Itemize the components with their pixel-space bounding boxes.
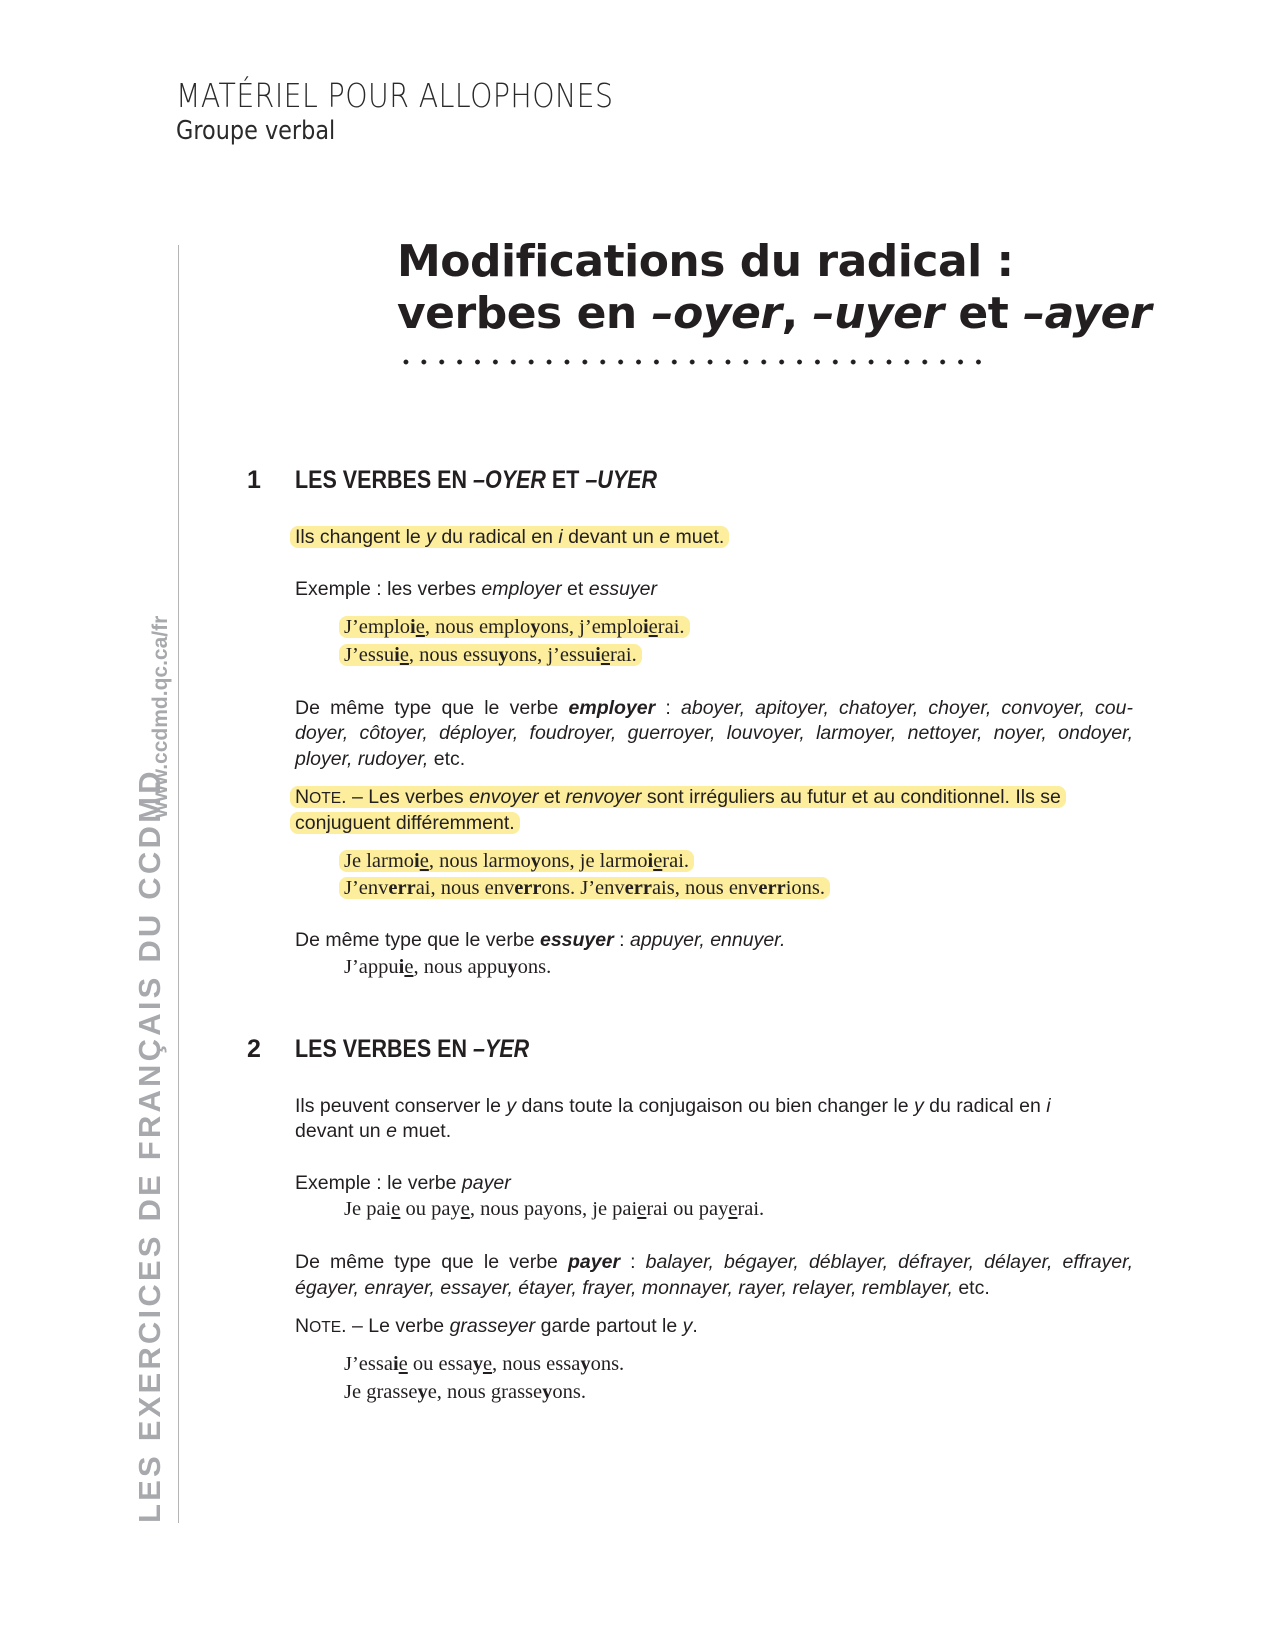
text-run: rai ou pay bbox=[646, 1198, 729, 1220]
text-run: De même type que le verbe bbox=[295, 929, 540, 951]
text-run: : bbox=[613, 929, 630, 951]
text-run: y bbox=[507, 956, 518, 978]
text-run: rai. bbox=[657, 616, 685, 638]
text-run: y bbox=[498, 644, 509, 666]
example-line bbox=[344, 875, 830, 901]
text-run: –YER bbox=[473, 1035, 530, 1063]
text-run: err bbox=[624, 877, 652, 899]
text-run: N bbox=[295, 786, 310, 808]
text-run: muet. bbox=[670, 526, 725, 548]
text-run: , nous appu bbox=[413, 956, 508, 978]
text-run: appuyer, ennuyer. bbox=[629, 929, 786, 951]
text-run: etc. bbox=[952, 1277, 990, 1299]
text-run: err bbox=[388, 877, 416, 899]
text-run: –UYER bbox=[585, 466, 658, 494]
text-run: garde partout le bbox=[535, 1315, 683, 1337]
text-run: J’emplo bbox=[344, 616, 411, 638]
text-run: du radical en bbox=[923, 1095, 1047, 1117]
example-line bbox=[344, 1196, 764, 1222]
text-run: OTE bbox=[309, 1319, 342, 1336]
paragraph-line bbox=[295, 1093, 1051, 1119]
text-run: . – Les verbes bbox=[341, 786, 470, 808]
text-run: renvoyer bbox=[565, 786, 642, 808]
text-run: e bbox=[653, 850, 663, 872]
page-title-line1 bbox=[397, 236, 1014, 287]
text-run: i bbox=[1046, 1095, 1051, 1117]
text-run: N bbox=[295, 1315, 310, 1337]
section-heading bbox=[295, 466, 657, 495]
text-run: i bbox=[595, 644, 601, 666]
text-run: y bbox=[426, 526, 436, 548]
text-run: i bbox=[647, 850, 654, 872]
text-run: e bbox=[404, 956, 414, 978]
highlight bbox=[339, 616, 690, 638]
text-run: égayer, enrayer, essayer, étayer, frayer, monnayer, rayer, relayer, remblayer, bbox=[295, 1277, 953, 1299]
text-run: Ils peuvent conserver le bbox=[295, 1095, 507, 1117]
text-run: etc. bbox=[428, 748, 466, 770]
text-run: –ayer bbox=[1023, 288, 1152, 339]
text-run: –uyer bbox=[812, 288, 944, 339]
text-run: verbes en bbox=[397, 288, 652, 339]
highlight bbox=[339, 877, 830, 899]
text-run: ET bbox=[545, 466, 586, 494]
text-run: e bbox=[648, 616, 658, 638]
text-run: conjuguent différemment. bbox=[295, 812, 515, 834]
text-run: , nous essa bbox=[492, 1353, 581, 1375]
text-run: LES VERBES EN bbox=[295, 1035, 474, 1063]
example-intro bbox=[295, 576, 657, 602]
text-run: y bbox=[542, 1381, 553, 1403]
example-line bbox=[344, 848, 694, 874]
paragraph-line bbox=[295, 695, 1133, 721]
text-run: err bbox=[514, 877, 542, 899]
text-run: LES VERBES EN bbox=[295, 466, 474, 494]
section-number: 1 bbox=[247, 466, 261, 494]
paragraph-line bbox=[295, 1249, 1133, 1275]
text-run: balayer, bégayer, déblayer, défrayer, délayer, effrayer, bbox=[645, 1251, 1133, 1273]
example-line bbox=[344, 642, 642, 668]
text-run: i bbox=[394, 644, 400, 666]
collection-name: LES EXERCICES DE FRANÇAIS DU CCDMD bbox=[132, 768, 167, 1523]
text-run: e, nous grasse bbox=[427, 1381, 543, 1403]
text-run: du radical en bbox=[435, 526, 559, 548]
text-run: e bbox=[659, 526, 671, 548]
text-run: y bbox=[530, 616, 541, 638]
text-run: devant un bbox=[295, 1120, 387, 1142]
text-run: J’env bbox=[344, 877, 389, 899]
text-run: essuyer bbox=[539, 929, 614, 951]
text-run: e bbox=[386, 1120, 397, 1142]
paragraph-line bbox=[295, 746, 465, 772]
text-run: J’essa bbox=[344, 1353, 393, 1375]
text-run: y bbox=[530, 850, 542, 872]
text-run: Ils changent le bbox=[295, 526, 427, 548]
website-url: www.ccdmd.qc.ca/fr bbox=[149, 615, 172, 818]
text-run: e bbox=[637, 1198, 647, 1220]
text-run: ons. J’env bbox=[541, 877, 625, 899]
text-run: sont irréguliers au futur et au conditionnel. Ils se bbox=[641, 786, 1061, 808]
text-run: ou essa bbox=[407, 1353, 473, 1375]
paragraph-line bbox=[295, 1275, 990, 1301]
page-title-line2 bbox=[397, 288, 1152, 339]
text-run: : bbox=[655, 697, 682, 719]
example-intro bbox=[295, 1170, 511, 1196]
highlight bbox=[290, 526, 729, 548]
margin-divider bbox=[178, 245, 179, 1523]
text-run: i bbox=[392, 1353, 399, 1375]
text-run: Je larmo bbox=[344, 850, 415, 872]
text-run: ou pay bbox=[400, 1198, 461, 1220]
text-run: i bbox=[414, 850, 420, 872]
text-run: et bbox=[561, 578, 589, 600]
text-run: e bbox=[728, 1198, 738, 1220]
text-run: De même type que le verbe bbox=[295, 697, 569, 719]
text-run: e bbox=[600, 644, 610, 666]
text-run: doyer, côtoyer, déployer, foudroyer, guerroyer, louvoyer, larmoyer, nettoyer, noyer, ondoyer, bbox=[295, 722, 1133, 744]
text-run: i bbox=[410, 616, 416, 638]
text-run: ais, nous env bbox=[651, 877, 759, 899]
series-title: MATÉRIEL POUR ALLOPHONES bbox=[176, 76, 614, 115]
text-run: e bbox=[398, 1353, 408, 1375]
text-run: y bbox=[682, 1315, 693, 1337]
text-run: e bbox=[482, 1353, 493, 1375]
section-heading bbox=[295, 1035, 529, 1064]
note-line bbox=[295, 1313, 698, 1341]
text-run: ons, j’emplo bbox=[540, 616, 643, 638]
text-run: –oyer bbox=[651, 288, 782, 339]
text-run: ons. bbox=[590, 1353, 625, 1375]
text-run: Modifications du radical : bbox=[397, 236, 1014, 287]
rule-text bbox=[295, 524, 729, 550]
text-run: . – Le verbe bbox=[341, 1315, 450, 1337]
text-run: envoyer bbox=[469, 786, 539, 808]
text-run: dans toute la conjugaison ou bien changer le bbox=[516, 1095, 914, 1117]
text-run: devant un bbox=[562, 526, 660, 548]
text-run: payer bbox=[568, 1251, 621, 1273]
text-run: e bbox=[419, 850, 429, 872]
text-run: y bbox=[913, 1095, 924, 1117]
text-run: ons, j’essu bbox=[508, 644, 596, 666]
note-line bbox=[295, 784, 1066, 812]
text-run: , nous emplo bbox=[424, 616, 531, 638]
text-run: rai. bbox=[737, 1198, 765, 1220]
text-run: Je grasse bbox=[344, 1381, 418, 1403]
highlight bbox=[290, 786, 1066, 808]
text-run: , nous larmo bbox=[428, 850, 531, 872]
text-run: err bbox=[758, 877, 786, 899]
text-run: : bbox=[620, 1251, 646, 1273]
text-run: Exemple : les verbes bbox=[295, 578, 482, 600]
text-run: i bbox=[642, 616, 649, 638]
text-run: ions. bbox=[785, 877, 826, 899]
text-run: y bbox=[417, 1381, 428, 1403]
text-run: grasseyer bbox=[449, 1315, 536, 1337]
text-run: J’appu bbox=[344, 956, 399, 978]
note-line bbox=[295, 810, 520, 836]
text-run: Exemple : le verbe bbox=[295, 1172, 462, 1194]
text-run: e bbox=[415, 616, 425, 638]
text-run: De même type que le verbe bbox=[295, 1251, 568, 1273]
text-run: rai. bbox=[609, 644, 637, 666]
text-run: OTE bbox=[309, 790, 342, 807]
text-run: ai, nous env bbox=[415, 877, 515, 899]
text-run: e bbox=[460, 1198, 470, 1220]
highlight bbox=[339, 644, 642, 666]
text-run: ons. bbox=[517, 956, 552, 978]
text-run: aboyer, apitoyer, chatoyer, choyer, convoyer, cou- bbox=[681, 697, 1133, 719]
highlight bbox=[339, 850, 694, 872]
text-run: Je pai bbox=[344, 1198, 392, 1220]
text-run: , nous payons, je pai bbox=[469, 1198, 638, 1220]
text-run: –OYER bbox=[473, 466, 546, 494]
text-run: i bbox=[558, 526, 563, 548]
text-run: payer bbox=[461, 1172, 511, 1194]
text-run: e bbox=[391, 1198, 401, 1220]
example-line bbox=[344, 1379, 586, 1405]
series-subtitle: Groupe verbal bbox=[176, 116, 336, 146]
text-run: e bbox=[399, 644, 409, 666]
text-run: rai. bbox=[662, 850, 690, 872]
text-run: ons, je larmo bbox=[541, 850, 648, 872]
text-run: , bbox=[781, 288, 813, 339]
text-run: y bbox=[580, 1353, 591, 1375]
text-run: essuyer bbox=[588, 578, 658, 600]
text-run: y bbox=[506, 1095, 517, 1117]
text-run: , nous essu bbox=[408, 644, 499, 666]
text-run: et bbox=[943, 288, 1024, 339]
paragraph-line bbox=[295, 927, 785, 953]
paragraph-line bbox=[295, 1118, 451, 1144]
text-run: employer bbox=[568, 697, 656, 719]
section-number: 2 bbox=[247, 1035, 261, 1063]
text-run: . bbox=[692, 1315, 698, 1337]
text-run: employer bbox=[481, 578, 562, 600]
text-run: i bbox=[398, 956, 405, 978]
example-line bbox=[344, 1351, 624, 1377]
text-run: y bbox=[472, 1353, 483, 1375]
paragraph-line bbox=[295, 720, 1133, 746]
example-line bbox=[344, 954, 551, 980]
text-run: muet. bbox=[396, 1120, 452, 1142]
highlight bbox=[290, 812, 520, 834]
example-line bbox=[344, 614, 690, 640]
text-run: J’essu bbox=[344, 644, 395, 666]
text-run: ons. bbox=[552, 1381, 586, 1403]
text-run: et bbox=[538, 786, 566, 808]
title-dotted-rule bbox=[397, 358, 987, 366]
text-run: ployer, rudoyer, bbox=[295, 748, 429, 770]
